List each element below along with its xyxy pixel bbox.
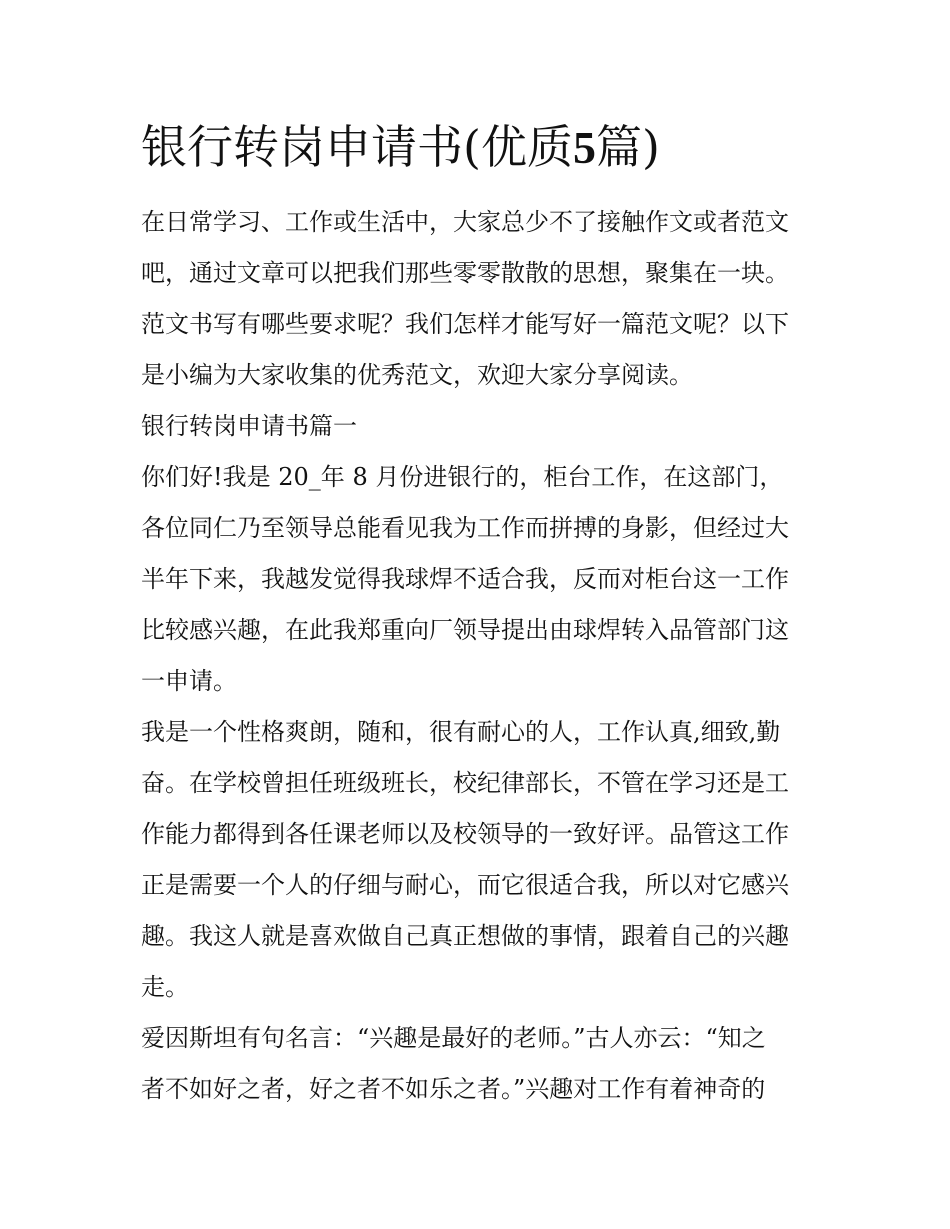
title-suffix: 篇)	[595, 120, 660, 174]
text-line: 我是一个性格爽朗，随和，很有耐心的人，工作认真,细致,勤	[141, 718, 781, 746]
text-line: 趣。我这人就是喜欢做自己真正想做的事情，跟着自己的兴趣	[141, 922, 789, 950]
text-line: 是小编为大家收集的优秀范文，欢迎大家分享阅读。	[141, 361, 693, 389]
text-line: 一申请。	[141, 667, 237, 695]
title-text: 银行转岗申请书(优质	[141, 120, 573, 174]
text-line: 比较感兴趣，在此我郑重向厂领导提出由球焊转入品管部门这	[141, 616, 789, 644]
text-line: 奋。在学校曾担任班级班长，校纪律部长，不管在学习还是工	[141, 769, 789, 797]
text-line: 各位同仁乃至领导总能看见我为工作而拼搏的身影，但经过大	[141, 514, 789, 542]
text-line: 作能力都得到各任课老师以及校领导的一致好评。品管这工作	[141, 820, 789, 848]
text-line: 在日常学习、工作或生活中，大家总少不了接触作文或者范文	[141, 208, 789, 236]
text-line: 半年下来，我越发觉得我球焊不适合我，反而对柜台这一工作	[141, 565, 789, 593]
document-title	[141, 117, 821, 178]
text-line: 范文书写有哪些要求呢？我们怎样才能写好一篇范文呢？以下	[141, 310, 789, 338]
title-number: 5	[572, 122, 596, 173]
section-heading: 银行转岗申请书篇一	[141, 412, 357, 440]
document-body	[141, 200, 813, 1118]
text-line: 走。	[141, 973, 189, 1001]
text-line: 者不如好之者，好之者不如乐之者。”兴趣对工作有着神奇的	[141, 1075, 766, 1103]
text-line: 吧，通过文章可以把我们那些零零散散的思想，聚集在一块。	[141, 259, 789, 287]
text-line: 正是需要一个人的仔细与耐心，而它很适合我，所以对它感兴	[141, 871, 789, 899]
text-line: 你们好!我是 20_年 8 月份进银行的，柜台工作，在这部门，	[141, 463, 784, 491]
text-line: 爱因斯坦有句名言：“兴趣是最好的老师。”古人亦云：“知之	[141, 1024, 766, 1052]
